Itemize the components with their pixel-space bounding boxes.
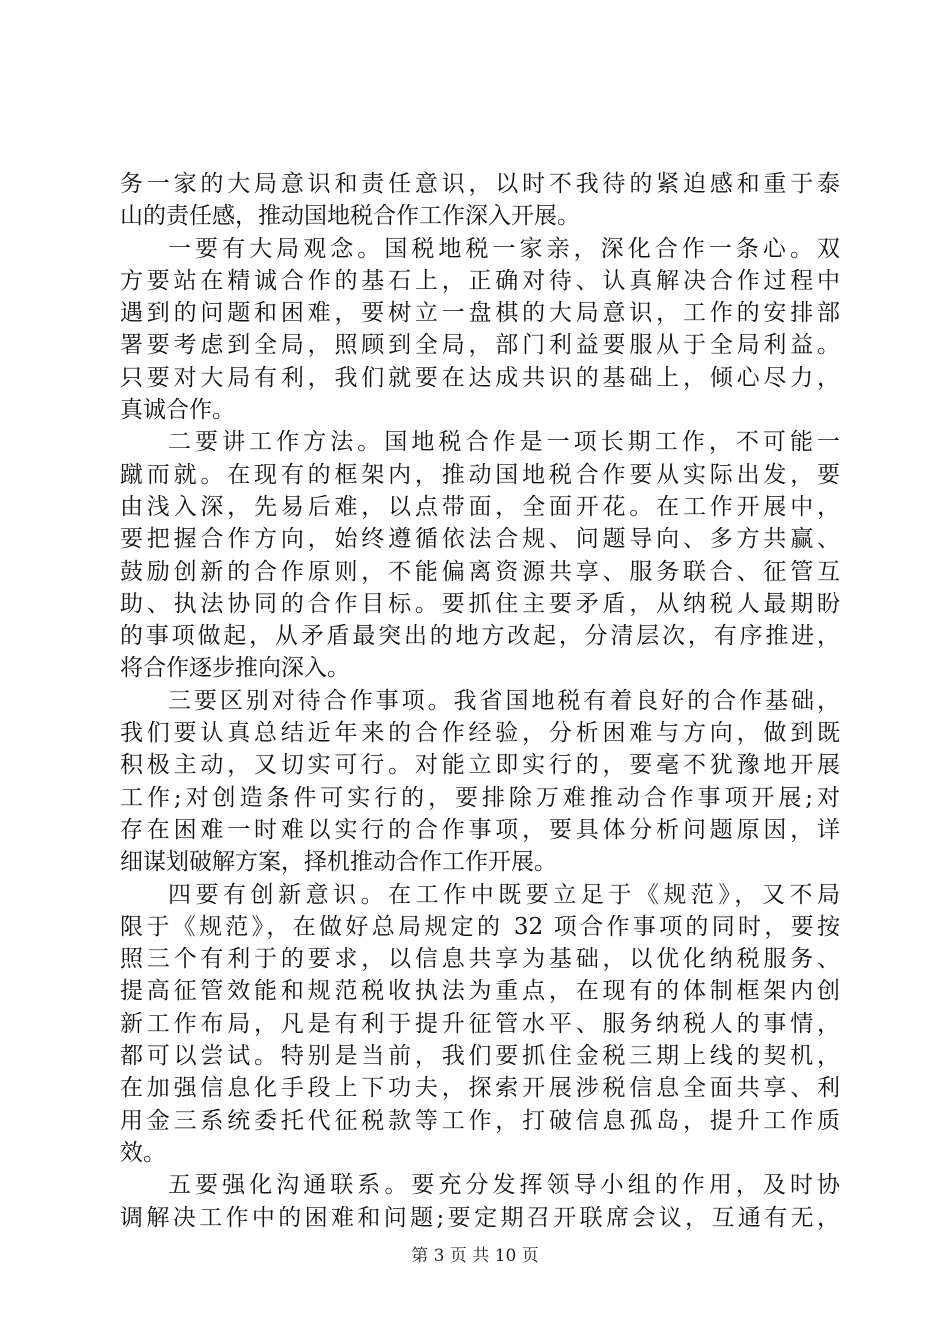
text-line: 蹴而就。在现有的框架内，推动国地税合作要从实际出发，要	[120, 461, 840, 488]
text-line: 照三个有利于的要求，以信息共享为基础，以优化纳税服务、	[120, 946, 840, 973]
text-line: 一要有大局观念。国税地税一家亲，深化合作一条心。双	[168, 235, 840, 262]
text-line: 只要对大局有利，我们就要在达成共识的基础上，倾心尽力，	[120, 364, 840, 391]
text-line: 五要强化沟通联系。要充分发挥领导小组的作用，及时协	[168, 1172, 840, 1199]
text-line: 遇到的问题和困难，要树立一盘棋的大局意识，工作的安排部	[120, 300, 840, 327]
text-line: 要把握合作方向，始终遵循依法合规、问题导向、多方共赢、	[120, 526, 840, 553]
text-line: 提高征管效能和规范税收执法为重点，在现有的体制框架内创	[120, 978, 840, 1005]
text-line: 积极主动，又切实可行。对能立即实行的，要毫不犹豫地开展	[120, 752, 840, 779]
text-line: 限于《规范》，在做好总局规定的 32 项合作事项的同时，要按	[120, 913, 840, 940]
text-line: 务一家的大局意识和责任意识，以时不我待的紧迫感和重于泰	[120, 171, 840, 197]
text-line: 效。	[120, 1139, 166, 1166]
text-line: 在加强信息化手段上下功夫，探索开展涉税信息全面共享、利	[120, 1075, 840, 1102]
text-line: 用金三系统委托代征税款等工作，打破信息孤岛，提升工作质	[120, 1107, 840, 1134]
text-line: 我们要认真总结近年来的合作经验，分析困难与方向，做到既	[120, 720, 840, 747]
text-line: 将合作逐步推向深入。	[120, 655, 350, 682]
text-line: 真诚合作。	[120, 397, 235, 424]
page-footer: 第 3 页 共 10 页	[411, 1246, 539, 1266]
text-line: 由浅入深，先易后难，以点带面，全面开花。在工作开展中，	[120, 493, 840, 520]
text-line: 方要站在精诚合作的基石上，正确对待、认真解决合作过程中	[120, 267, 840, 294]
text-line: 四要有创新意识。在工作中既要立足于《规范》，又不局	[168, 881, 840, 908]
text-line: 二要讲工作方法。国地税合作是一项长期工作，不可能一	[168, 429, 840, 456]
text-line: 鼓励创新的合作原则，不能偏离资源共享、服务联合、征管互	[120, 558, 840, 585]
text-line: 细谋划破解方案，择机推动合作工作开展。	[120, 849, 557, 876]
document-body	[120, 168, 840, 1234]
text-line: 都可以尝试。特别是当前，我们要抓住金税三期上线的契机，	[120, 1043, 840, 1070]
text-line: 存在困难一时难以实行的合作事项，要具体分析问题原因，详	[120, 816, 840, 843]
text-line: 调解决工作中的困难和问题;要定期召开联席会议，互通有无，	[120, 1204, 840, 1231]
text-line: 三要区别对待合作事项。我省国地税有着良好的合作基础，	[168, 687, 840, 714]
text-line: 工作;对创造条件可实行的，要排除万难推动合作事项开展;对	[120, 784, 840, 811]
text-line: 山的责任感，推动国地税合作工作深入开展。	[120, 203, 580, 230]
text-line: 的事项做起，从矛盾最突出的地方改起，分清层次，有序推进，	[120, 623, 840, 650]
text-line: 署要考虑到全局，照顾到全局，部门利益要服从于全局利益。	[120, 332, 840, 359]
text-line: 助、执法协同的合作目标。要抓住主要矛盾，从纳税人最期盼	[120, 590, 840, 617]
text-line: 新工作布局，凡是有利于提升征管水平、服务纳税人的事情，	[120, 1010, 840, 1037]
